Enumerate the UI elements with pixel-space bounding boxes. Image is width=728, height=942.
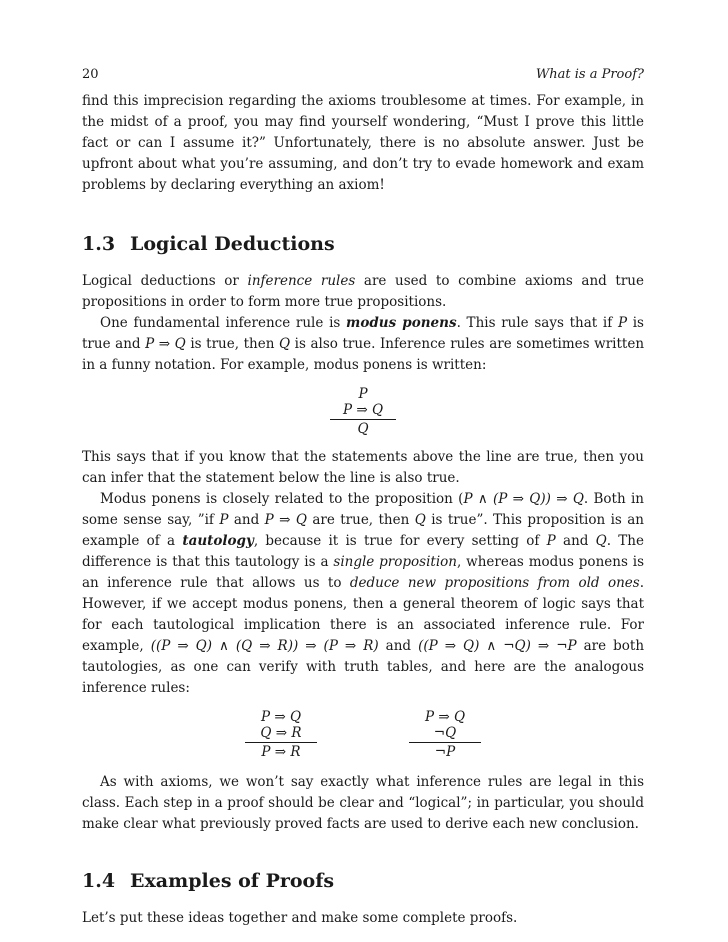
paragraph-legal-rules: As with axioms, we won’t say exactly what inference rules are legal in this class. Each step in a proof should be clear and “logical”; in particular, you should make clear what previously proved facts are used to derive each new conclusion. [82, 774, 644, 832]
paragraph-complete-proofs: Let’s put these ideas together and make some complete proofs. [82, 910, 518, 926]
term-modus-ponens: modus ponens [346, 315, 457, 331]
inference-rule-modus-ponens [330, 386, 396, 437]
section-heading-1-4 [82, 868, 644, 894]
paragraph-rule-meaning: This says that if you know that the statements above the line are true, then you can infer that the statement below the line is also true. [82, 449, 644, 486]
section-title: Logical Deductions [130, 233, 335, 255]
rule-premise: Q ⇒ R [260, 725, 302, 741]
rule-line [330, 419, 396, 420]
paragraph-tautology: Modus ponens is closely related to the proposition (P ∧ (P ⇒ Q)) ⇒ Q. Both in some sense say, ”if P and P ⇒ Q are true, then Q is true”. This proposition is an example of a tautology, because it is true for every setting of P and Q. The difference is that this tautology is a single proposition, whereas modus ponens is an inference rule that allows us to deduce new propositions from old ones. However, if we accept modus ponens, then a general theorem of logic says that for each tautological implication there is an associated inference rule. For example, ((P ⇒ Q) ∧ (Q ⇒ R)) ⇒ (P ⇒ R) and ((P ⇒ Q) ∧ ¬Q) ⇒ ¬P are both tautologies, as one can verify with truth tables, and here are the analogous inference rules: [82, 491, 645, 696]
inference-rule-tollens [409, 709, 481, 760]
rule-premise: P ⇒ Q [424, 709, 466, 725]
document-page [82, 66, 644, 929]
rule-premise: P [358, 386, 368, 402]
paragraph-axioms-continued: find this imprecision regarding the axioms troublesome at times. For example, in the midst of a proof, you may find yourself wondering, “Must I prove this little fact or can I assume it?” Unfortunately, there is no absolute answer. Just be upfront about what you’re assuming, and don’t try to evade homework and exam problems by declaring everything an axiom! [82, 93, 644, 193]
section-number: 1.4 [82, 870, 116, 892]
section-heading-1-3 [82, 231, 644, 257]
rule-premise: P ⇒ Q [260, 709, 302, 725]
inference-rules-pair [82, 709, 644, 760]
page-header [82, 66, 644, 84]
inference-rule-syllogism [245, 709, 317, 760]
rule-premise: P ⇒ Q [342, 402, 384, 418]
rule-conclusion: ¬P [434, 744, 456, 760]
running-title: What is a Proof? [535, 67, 644, 82]
section-number: 1.3 [82, 233, 116, 255]
paragraph-inference-rules: Logical deductions or inference rules are used to combine axioms and true propositions in order to form more true propositions. [82, 273, 644, 310]
section-title: Examples of Proofs [130, 870, 335, 892]
rule-line [409, 742, 481, 743]
page-number: 20 [82, 67, 99, 82]
rule-conclusion: Q [357, 421, 369, 437]
emphasis-inference-rules: inference rules [247, 273, 356, 289]
rule-premise: ¬Q [433, 725, 457, 741]
term-tautology: tautology [182, 533, 254, 549]
rule-conclusion: P ⇒ R [261, 744, 301, 760]
rule-line [245, 742, 317, 743]
paragraph-modus-ponens: One fundamental inference rule is modus ponens. This rule says that if P is true and P ⇒ Q is true, then Q is also true. Inference rules are sometimes written in a funny notation. For example, modus ponens is written: [82, 315, 645, 373]
